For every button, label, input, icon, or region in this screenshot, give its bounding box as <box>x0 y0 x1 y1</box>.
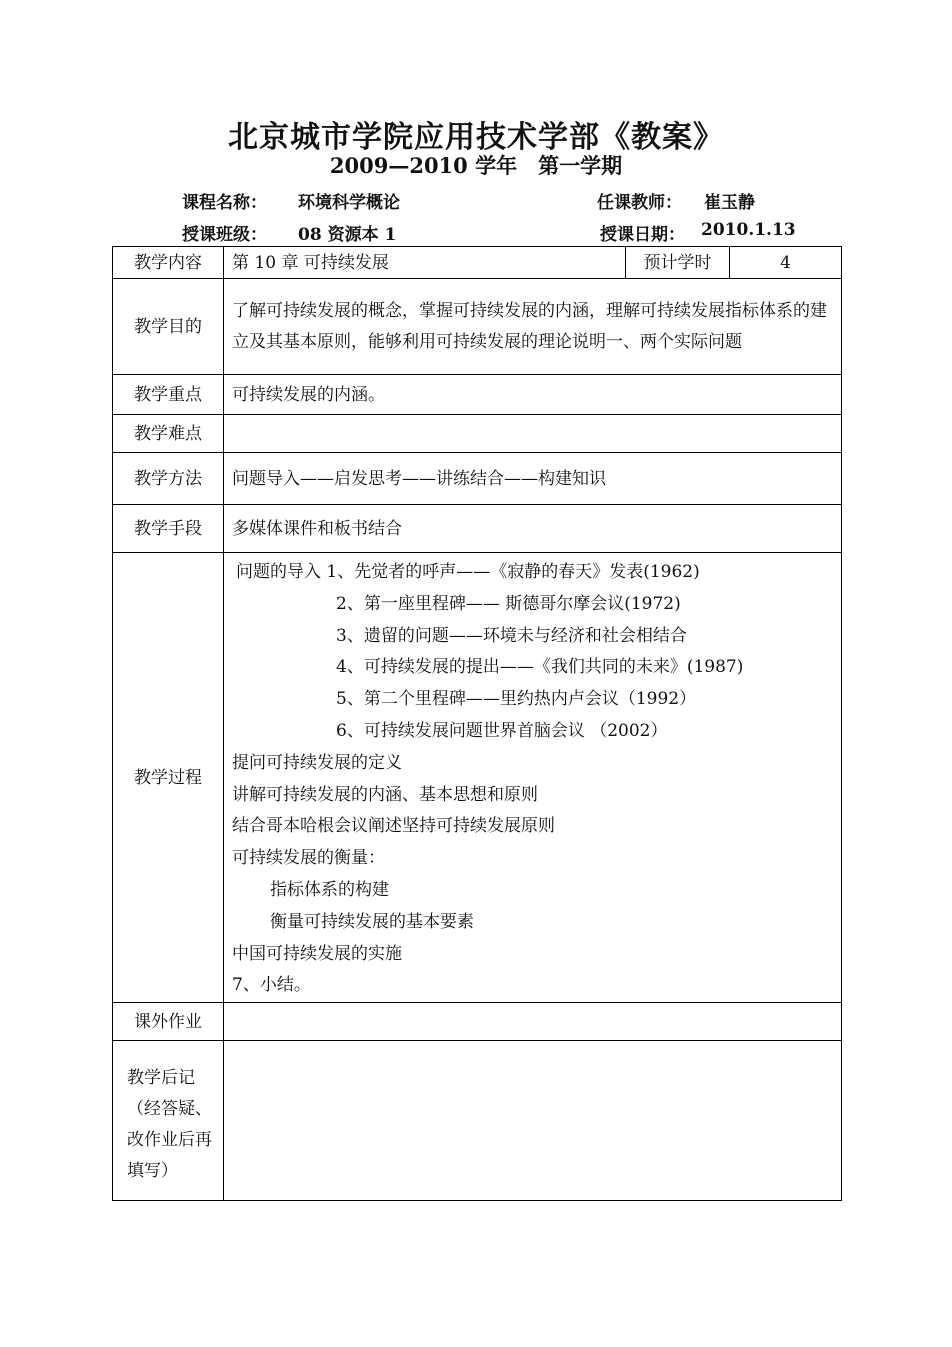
content-value: 第 10 章 可持续发展 <box>224 247 626 279</box>
process-label: 教学过程 <box>113 553 224 1003</box>
hours-label: 预计学时 <box>626 247 730 279</box>
process-line: 5、第二个里程碑——里约热内卢会议（1992） <box>336 689 697 710</box>
process-line: 3、遗留的问题——环境未与经济和社会相结合 <box>336 625 687 646</box>
notes-value <box>224 1041 842 1201</box>
method-value: 问题导入——启发思考——讲练结合——构建知识 <box>224 453 842 505</box>
difficulties-value <box>224 415 842 453</box>
process-line: 衡量可持续发展的基本要素 <box>270 911 474 932</box>
teacher-value: 崔玉静 <box>704 193 755 213</box>
row-key-points <box>113 375 842 415</box>
row-objective <box>113 279 842 375</box>
notes-label: 教学后记（经答疑、改作业后再填写） <box>113 1041 224 1201</box>
process-line: 提问可持续发展的定义 <box>232 752 402 773</box>
hours-value: 4 <box>730 247 842 279</box>
process-line: 讲解可持续发展的内涵、基本思想和原则 <box>232 784 538 805</box>
date-value: 2010.1.13 <box>701 220 796 240</box>
class-value: 08 资源本 1 <box>298 225 397 245</box>
row-process <box>113 553 842 1003</box>
row-means <box>113 505 842 553</box>
method-label: 教学方法 <box>113 453 224 505</box>
key-points-value: 可持续发展的内涵。 <box>224 375 842 415</box>
homework-label: 课外作业 <box>113 1003 224 1041</box>
process-line: 中国可持续发展的实施 <box>232 943 402 964</box>
process-line: 指标体系的构建 <box>270 879 389 900</box>
process-line: 问题的导入 1、先觉者的呼声——《寂静的春天》发表(1962) <box>236 562 700 582</box>
document-title: 北京城市学院应用技术学部《教案》 <box>228 120 724 155</box>
row-method <box>113 453 842 505</box>
course-name-value: 环境科学概论 <box>298 193 400 213</box>
difficulties-label: 教学难点 <box>113 415 224 453</box>
content-label: 教学内容 <box>113 247 224 279</box>
document-subtitle: 2009—2010 学年 第一学期 <box>329 153 623 178</box>
process-line: 7、小结。 <box>232 975 311 996</box>
class-label: 授课班级： <box>182 225 267 245</box>
process-content <box>224 553 842 1003</box>
objective-label: 教学目的 <box>113 279 224 375</box>
means-value: 多媒体课件和板书结合 <box>224 505 842 553</box>
homework-value <box>224 1003 842 1041</box>
key-points-label: 教学重点 <box>113 375 224 415</box>
process-line: 4、可持续发展的提出——《我们共同的未来》(1987) <box>336 657 744 678</box>
means-label: 教学手段 <box>113 505 224 553</box>
process-line: 6、可持续发展问题世界首脑会议 （2002） <box>336 720 668 741</box>
row-difficulties <box>113 415 842 453</box>
date-label: 授课日期： <box>600 225 685 245</box>
lesson-plan-table <box>112 246 842 1201</box>
process-line: 可持续发展的衡量： <box>232 848 385 869</box>
objective-value: 了解可持续发展的概念，掌握可持续发展的内涵，理解可持续发展指标体系的建立及其基本原则，能够利用可持续发展的理论说明一、两个实际问题 <box>224 279 842 375</box>
process-line: 2、第一座里程碑—— 斯德哥尔摩会议(1972) <box>336 593 681 614</box>
row-notes <box>113 1041 842 1201</box>
course-name-label: 课程名称： <box>182 193 267 213</box>
row-content <box>113 247 842 279</box>
process-line: 结合哥本哈根会议阐述坚持可持续发展原则 <box>232 816 555 837</box>
row-homework <box>113 1003 842 1041</box>
teacher-label: 任课教师： <box>597 193 682 213</box>
